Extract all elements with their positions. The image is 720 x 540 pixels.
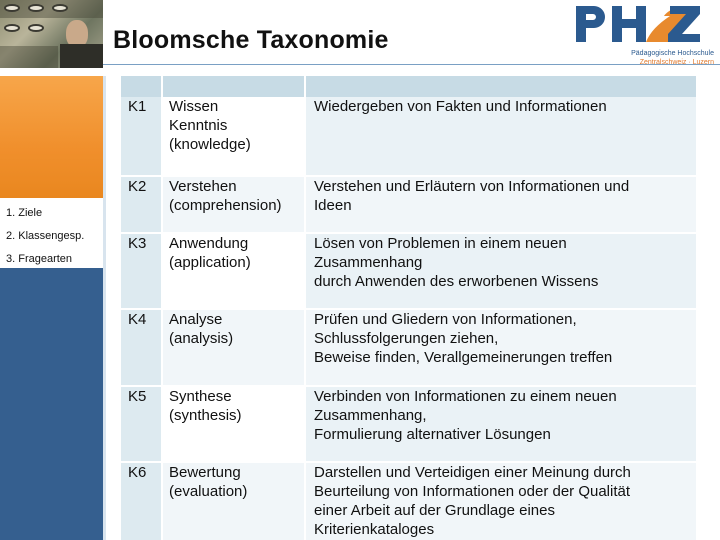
level-name: Wissen Kenntnis (knowledge) <box>163 97 304 175</box>
level-name: Synthese (synthesis) <box>163 387 304 461</box>
level-description: Wiedergeben von Fakten und Informationen <box>306 97 696 175</box>
table-row <box>121 387 696 461</box>
sidebar-edge <box>103 76 106 540</box>
phz-logo <box>572 2 718 66</box>
level-description: Verstehen und Erläutern von Informationen und Ideen <box>306 177 696 232</box>
sidebar-accent <box>0 76 103 198</box>
level-code: K5 <box>121 387 161 461</box>
level-name: Bewertung (evaluation) <box>163 463 304 540</box>
level-name: Verstehen (comprehension) <box>163 177 304 232</box>
table-row <box>121 177 696 232</box>
table-row <box>121 310 696 385</box>
level-code: K2 <box>121 177 161 232</box>
table-row <box>121 97 696 175</box>
logo-line-1: Pädagogische Hochschule <box>631 50 714 57</box>
level-description: Darstellen und Verteidigen einer Meinung durch Beurteilung von Informationen oder der Qualität einer Arbeit auf der Grundlage eines Kriterienkataloges <box>306 463 696 540</box>
header-photo <box>0 0 103 68</box>
level-code: K4 <box>121 310 161 385</box>
sidebar-blue-panel <box>0 268 103 540</box>
level-code: K3 <box>121 234 161 308</box>
level-name: Anwendung (application) <box>163 234 304 308</box>
table-header-band <box>121 76 696 97</box>
sidebar-item-ziele[interactable]: 1. Ziele <box>6 207 43 219</box>
sidebar-item-fragearten[interactable]: 3. Fragearten <box>6 253 73 265</box>
level-code: K6 <box>121 463 161 540</box>
logo-line-2: Zentralschweiz · Luzern <box>639 59 714 66</box>
table-row <box>121 234 696 308</box>
phz-logo-icon <box>572 2 718 50</box>
sidebar-item-klassengesp[interactable]: 2. Klassengesp. <box>6 230 85 242</box>
page-title: Bloomsche Taxonomie <box>113 26 389 54</box>
level-name: Analyse (analysis) <box>163 310 304 385</box>
level-description: Lösen von Problemen in einem neuen Zusammenhang durch Anwenden des erworbenen Wissens <box>306 234 696 308</box>
level-code: K1 <box>121 97 161 175</box>
level-description: Prüfen und Gliedern von Informationen, Schlussfolgerungen ziehen, Beweise finden, Verallgemeinerungen treffen <box>306 310 696 385</box>
table-row <box>121 463 696 540</box>
level-description: Verbinden von Informationen zu einem neuen Zusammenhang, Formulierung alternativer Lösungen <box>306 387 696 461</box>
